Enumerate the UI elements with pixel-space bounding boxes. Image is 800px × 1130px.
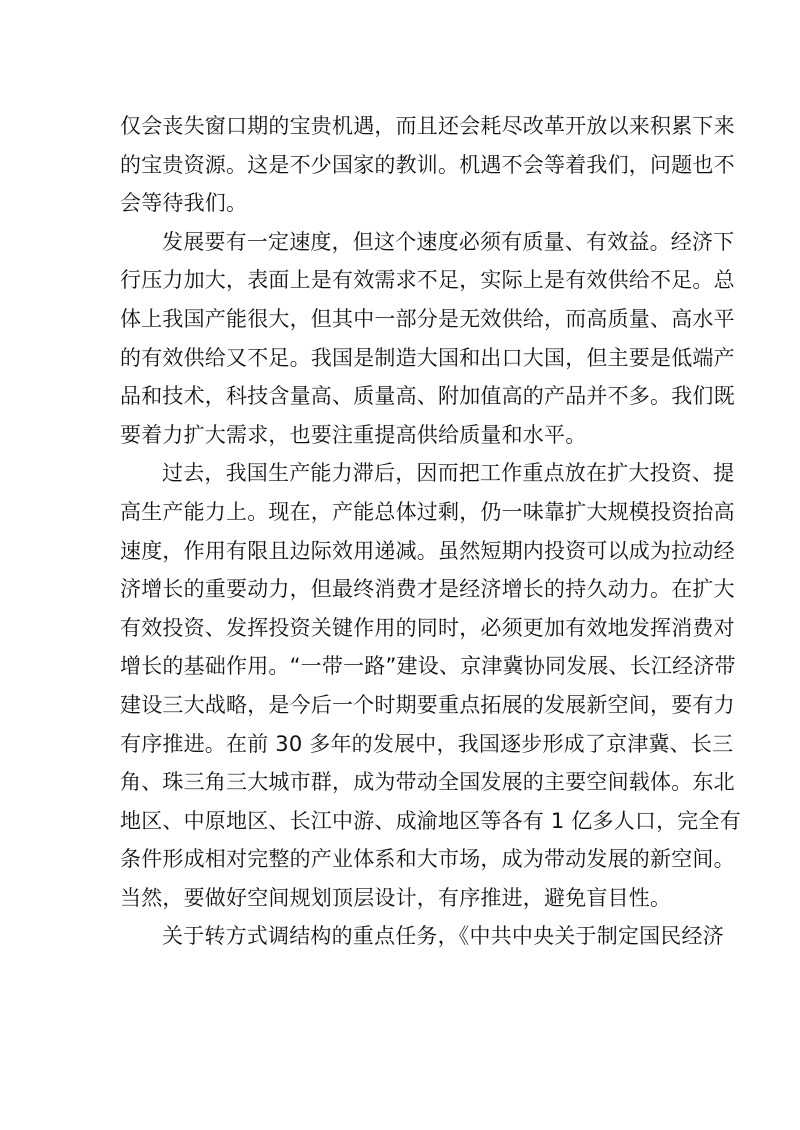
text-line: 的宝贵资源。这是不少国家的教训。机遇不会等着我们，问题也不 (120, 152, 735, 177)
text-line: 有序推进。在前 30 多年的发展中，我国逐步形成了京津冀、长三 (120, 731, 734, 756)
text-line: 速度，作用有限且边际效用递减。虽然短期内投资可以成为拉动经 (120, 538, 735, 563)
text-line: 关于转方式调结构的重点任务，《中共中央关于制定国民经济 (162, 924, 724, 949)
text-line: 发展要有一定速度，但这个速度必须有质量、有效益。经济下 (162, 229, 735, 254)
text-line: 的有效供给又不足。我国是制造大国和出口大国，但主要是低端产 (120, 345, 735, 370)
text-line: 建设三大战略，是今后一个时期要重点拓展的发展新空间，要有力 (120, 692, 735, 717)
text-line: 体上我国产能很大，但其中一部分是无效供给，而高质量、高水平 (120, 306, 735, 331)
text-line: 有效投资、发挥投资关键作用的同时，必须更加有效地发挥消费对 (120, 615, 735, 640)
text-line: 高生产能力上。现在，产能总体过剩，仍一味靠扩大规模投资抬高 (120, 499, 735, 524)
text-line: 地区、中原地区、长江中游、成渝地区等各有 1 亿多人口，完全有 (120, 808, 741, 833)
text-line: 增长的基础作用。“一带一路”建设、京津冀协同发展、长江经济带 (120, 654, 736, 679)
text-line: 角、珠三角三大城市群，成为带动全国发展的主要空间载体。东北 (120, 770, 735, 795)
text-line: 仅会丧失窗口期的宝贵机遇，而且还会耗尽改革开放以来积累下来 (120, 114, 735, 138)
text-line: 当然，要做好空间规划顶层设计，有序推进，避免盲目性。 (120, 885, 672, 910)
text-line: 条件形成相对完整的产业体系和大市场，成为带动发展的新空间。 (120, 847, 735, 872)
text-line: 行压力加大，表面上是有效需求不足，实际上是有效供给不足。总 (120, 268, 735, 293)
text-line: 过去，我国生产能力滞后，因而把工作重点放在扩大投资、提 (162, 461, 735, 486)
text-line: 会等待我们。 (120, 191, 248, 216)
text-line: 要着力扩大需求，也要注重提高供给质量和水平。 (120, 422, 587, 447)
text-line: 品和技术，科技含量高、质量高、附加值高的产品并不多。我们既 (120, 384, 735, 409)
body-text (120, 107, 741, 956)
text-line: 济增长的重要动力，但最终消费才是经济增长的持久动力。在扩大 (120, 577, 735, 602)
